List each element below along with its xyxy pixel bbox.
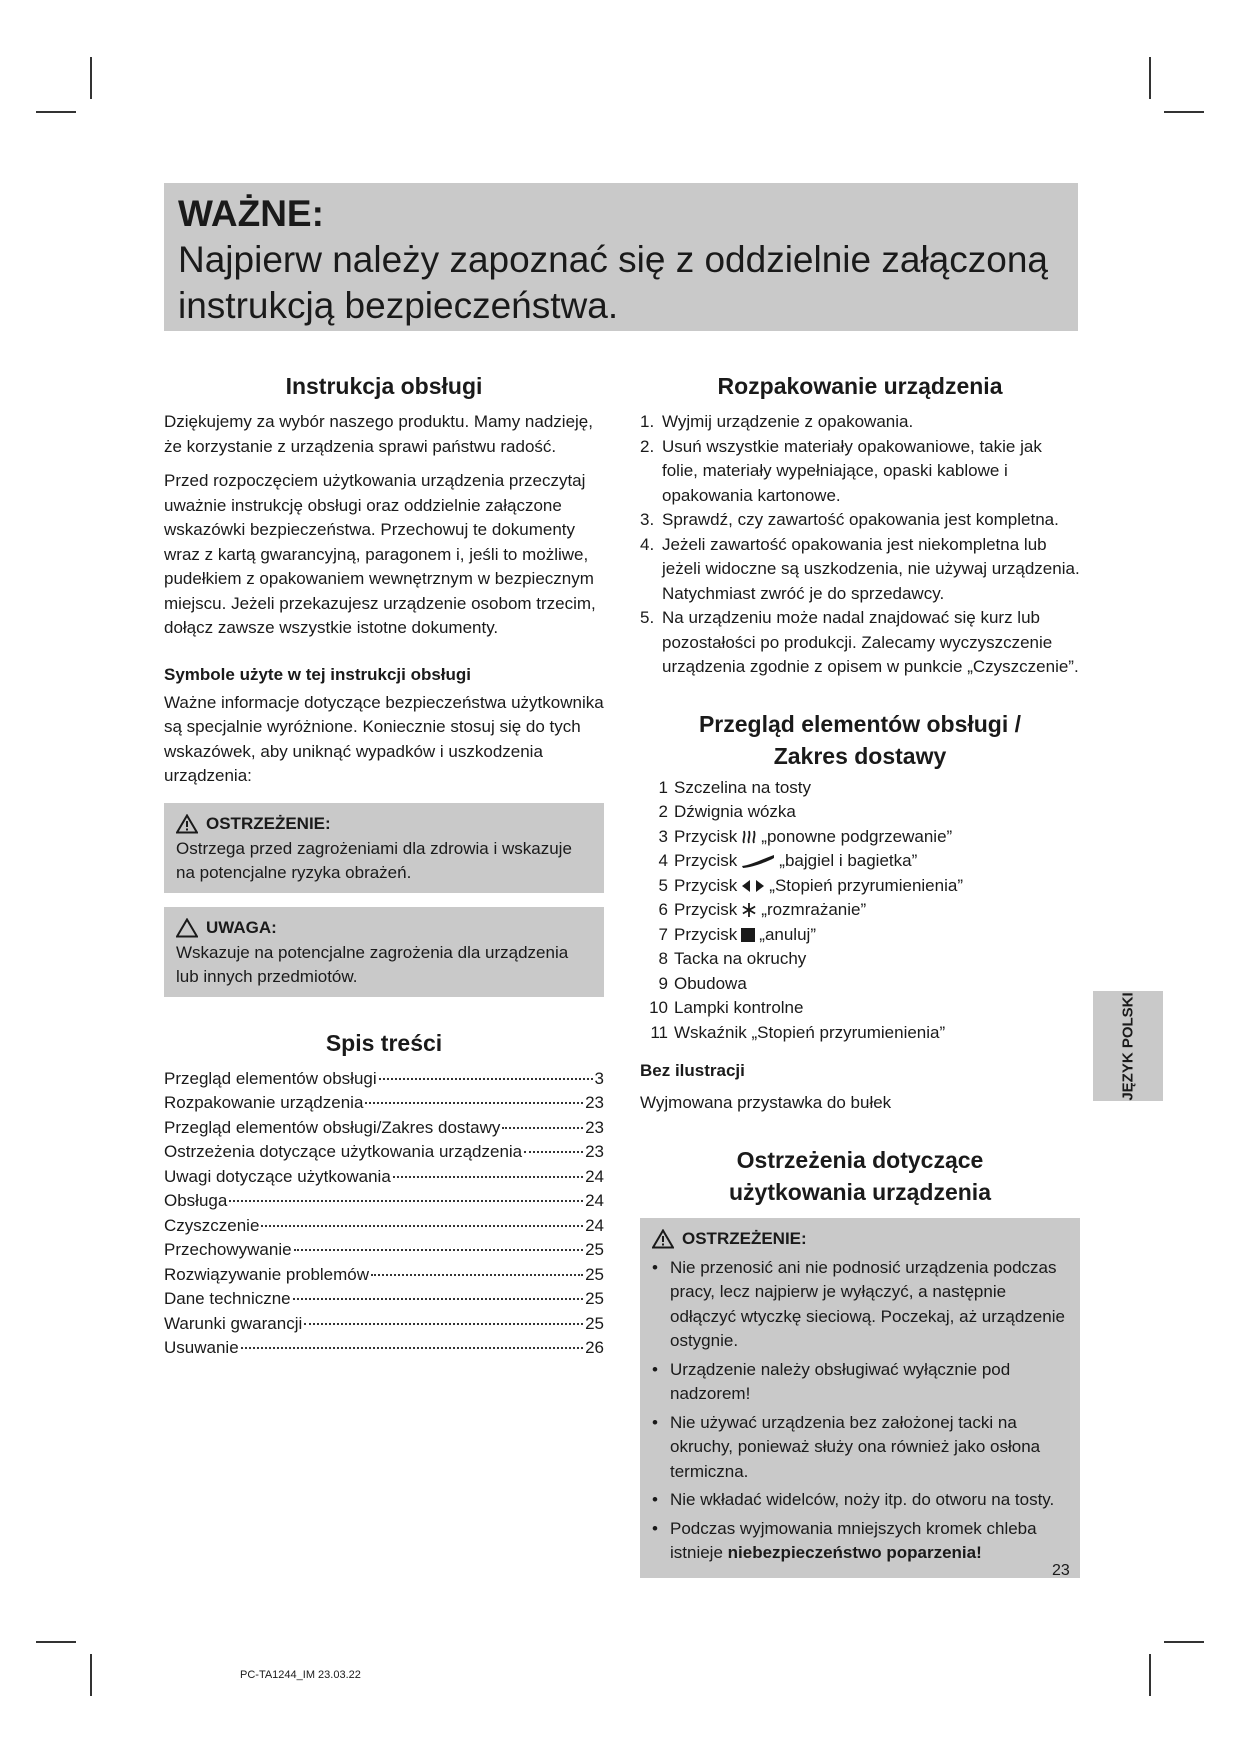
warning-title: OSTRZEŻENIE: xyxy=(206,813,331,833)
list-item: • Nie wkładać widelców, noży itp. do otworu na tosty. xyxy=(652,1490,1055,1509)
usage-warnings-heading: Ostrzeżenia dotyczące użytkowania urządzenia xyxy=(728,1146,991,1205)
symbols-paragraph: Ważne informacje dotyczące bezpieczeństwa użytkownika są specjalnie wyróżnione. Koniecznie stosuj się do tych wskazówek, aby uniknąć wypadków i uszkodzenia urządzenia: xyxy=(164,692,604,785)
caution-box xyxy=(164,907,604,997)
usage-warning-box xyxy=(640,1218,1080,1578)
language-tab-label: JĘZYK POLSKI xyxy=(1119,991,1137,1101)
toc-heading: Spis treści xyxy=(325,1029,443,1056)
list-item: 3. Sprawdź, czy zawartość opakowania jest kompletna. xyxy=(640,510,1059,529)
crop-mark xyxy=(1149,1654,1151,1696)
toc-row[interactable]: Rozwiązywanie problemów 25 xyxy=(164,1264,604,1284)
toc-row[interactable]: Dane techniczne 25 xyxy=(164,1289,604,1308)
documents-paragraph: Przed rozpoczęciem użytkowania urządzenia przeczytaj uważnie instrukcję obsługi oraz oddzielnie załączone wskazówki bezpieczeństwa. Przechowuj te dokumenty wraz z kartą gwarancyjną, paragonem i, jeśli to możliwe, pudełkiem z opakowaniem wewnętrznym w bezpiecznym miejscu. Jeżeli przekazujesz urządzenie osobom trzecim, dołącz zawsze wszystkie istotne dokumenty. xyxy=(164,471,596,637)
page-number: 23 xyxy=(1052,1562,1070,1579)
caution-triangle-icon xyxy=(176,918,198,938)
list-item: 11 Wskaźnik „Stopień przyrumienienia” xyxy=(650,1022,946,1042)
list-item: 9 Obudowa xyxy=(658,973,747,993)
no-illustration-heading: Bez ilustracji xyxy=(640,1061,745,1080)
snowflake-icon xyxy=(741,902,757,918)
usage-warning-list xyxy=(652,1256,1068,1566)
toc-row[interactable]: Przegląd elementów obsługi/Zakres dostawy 23 xyxy=(164,1117,604,1137)
crop-mark xyxy=(36,111,76,113)
usage-warning-title: OSTRZEŻENIE: xyxy=(682,1228,807,1248)
warning-triangle-icon xyxy=(176,814,198,834)
list-item: 4 Przycisk „bajgiel i bagietka” xyxy=(658,851,918,870)
crop-mark xyxy=(1164,1641,1204,1643)
crop-mark xyxy=(90,1654,92,1696)
crop-mark xyxy=(90,57,92,99)
list-item: 5. Na urządzeniu może nadal znajdować się kurz lub pozostałości po produkcji. Zalecamy wyczyszczenie urządzenia zgodnie z opisem w punkcie „Czyszczenie”. xyxy=(640,608,1079,676)
reheat-icon xyxy=(741,829,757,845)
left-column xyxy=(164,360,604,1361)
toc-row[interactable]: Przechowywanie 25 xyxy=(164,1240,604,1259)
list-item: 2 Dźwignia wózka xyxy=(658,802,796,821)
unpacking-heading: Rozpakowanie urządzenia xyxy=(717,373,1003,399)
bagel-baguette-icon xyxy=(741,854,775,868)
crop-mark xyxy=(36,1641,76,1643)
banner-text: Najpierw należy zapoznać się z oddzielnie załączoną instrukcją bezpieczeństwa. xyxy=(178,239,1048,326)
footer-code: PC-TA1244_IM 23.03.22 xyxy=(240,1669,361,1681)
list-item: 5 Przycisk „Stopień przyrumienienia” xyxy=(658,875,963,895)
list-item: 8 Tacka na okruchy xyxy=(658,949,807,968)
list-item: • Nie używać urządzenia bez założonej tacki na okruchy, ponieważ służy ona również jako osłona termiczna. xyxy=(652,1412,1041,1481)
toc-row[interactable]: Obsługa 24 xyxy=(164,1191,604,1210)
list-item: 10 Lampki kontrolne xyxy=(649,998,804,1017)
caution-title: UWAGA: xyxy=(206,917,277,937)
overview-heading: Przegląd elementów obsługi / Zakres dostawy xyxy=(698,710,1022,769)
toc-row[interactable]: Uwagi dotyczące użytkowania 24 xyxy=(164,1166,604,1186)
list-item: 1. Wyjmij urządzenie z opakowania. xyxy=(640,412,914,431)
instructions-heading: Instrukcja obsługi xyxy=(285,373,483,399)
list-item: 1 Szczelina na tosty xyxy=(658,777,812,797)
warning-box xyxy=(164,803,604,893)
toc-row[interactable]: Usuwanie 26 xyxy=(164,1338,604,1357)
unpacking-steps xyxy=(640,410,1080,680)
toc-row[interactable]: Ostrzeżenia dotyczące użytkowania urządzenia 23 xyxy=(164,1142,604,1161)
toc-row[interactable]: Warunki gwarancji 25 xyxy=(164,1313,604,1333)
banner-title: WAŻNE: xyxy=(178,193,324,234)
warning-triangle-icon xyxy=(652,1229,674,1249)
toc-row[interactable]: Rozpakowanie urządzenia 23 xyxy=(164,1093,604,1112)
intro-paragraph: Dziękujemy za wybór naszego produktu. Mamy nadzieję, że korzystanie z urządzenia sprawi państwu radość. xyxy=(164,412,593,456)
list-item: • Podczas wyjmowania mniejszych kromek chleba istnieje niebezpieczeństwo poparzenia! xyxy=(652,1518,1037,1562)
list-item: 6 Przycisk „rozmrażanie” xyxy=(658,900,867,919)
toc-row[interactable]: Przegląd elementów obsługi 3 xyxy=(164,1068,604,1088)
important-banner xyxy=(164,183,1078,331)
list-item: • Urządzenie należy obsługiwać wyłącznie pod nadzorem! xyxy=(652,1359,1011,1403)
right-column xyxy=(640,360,1080,1592)
no-illustration-text: Wyjmowana przystawka do bułek xyxy=(640,1093,892,1112)
list-item: 3 Przycisk „ponowne podgrzewanie” xyxy=(658,826,953,846)
list-item: 2. Usuń wszystkie materiały opakowaniowe, takie jak folie, materiały wypełniające, opaski kablowe i opakowania kartonowe. xyxy=(640,436,1042,505)
crop-mark xyxy=(1164,111,1204,113)
caution-text: Wskazuje na potencjalne zagrożenia dla urządzenia lub innych przedmiotów. xyxy=(176,942,569,986)
toc-row[interactable]: Czyszczenie 24 xyxy=(164,1215,604,1235)
symbols-heading: Symbole użyte w tej instrukcji obsługi xyxy=(164,664,472,684)
parts-list xyxy=(640,776,1080,1046)
language-tab xyxy=(1093,991,1163,1101)
warning-text: Ostrzega przed zagrożeniami dla zdrowia i wskazuje na potencjalne ryzyka obrażeń. xyxy=(176,838,572,882)
crop-mark xyxy=(1149,57,1151,99)
browning-arrows-icon xyxy=(741,879,765,893)
cancel-square-icon xyxy=(741,928,755,942)
table-of-contents xyxy=(164,1067,604,1361)
list-item: 4. Jeżeli zawartość opakowania jest niekompletna lub jeżeli widoczne są uszkodzenia, nie używaj urządzenia. Natychmiast zwróć je do sprzedawcy. xyxy=(640,534,1080,603)
list-item: • Nie przenosić ani nie podnosić urządzenia podczas pracy, lecz najpierw je wyłączyć, a następnie odłączyć wtyczkę sieciową. Poczekaj, aż urządzenie ostygnie. xyxy=(652,1257,1065,1350)
list-item: 7 Przycisk „anuluj” xyxy=(658,924,816,944)
